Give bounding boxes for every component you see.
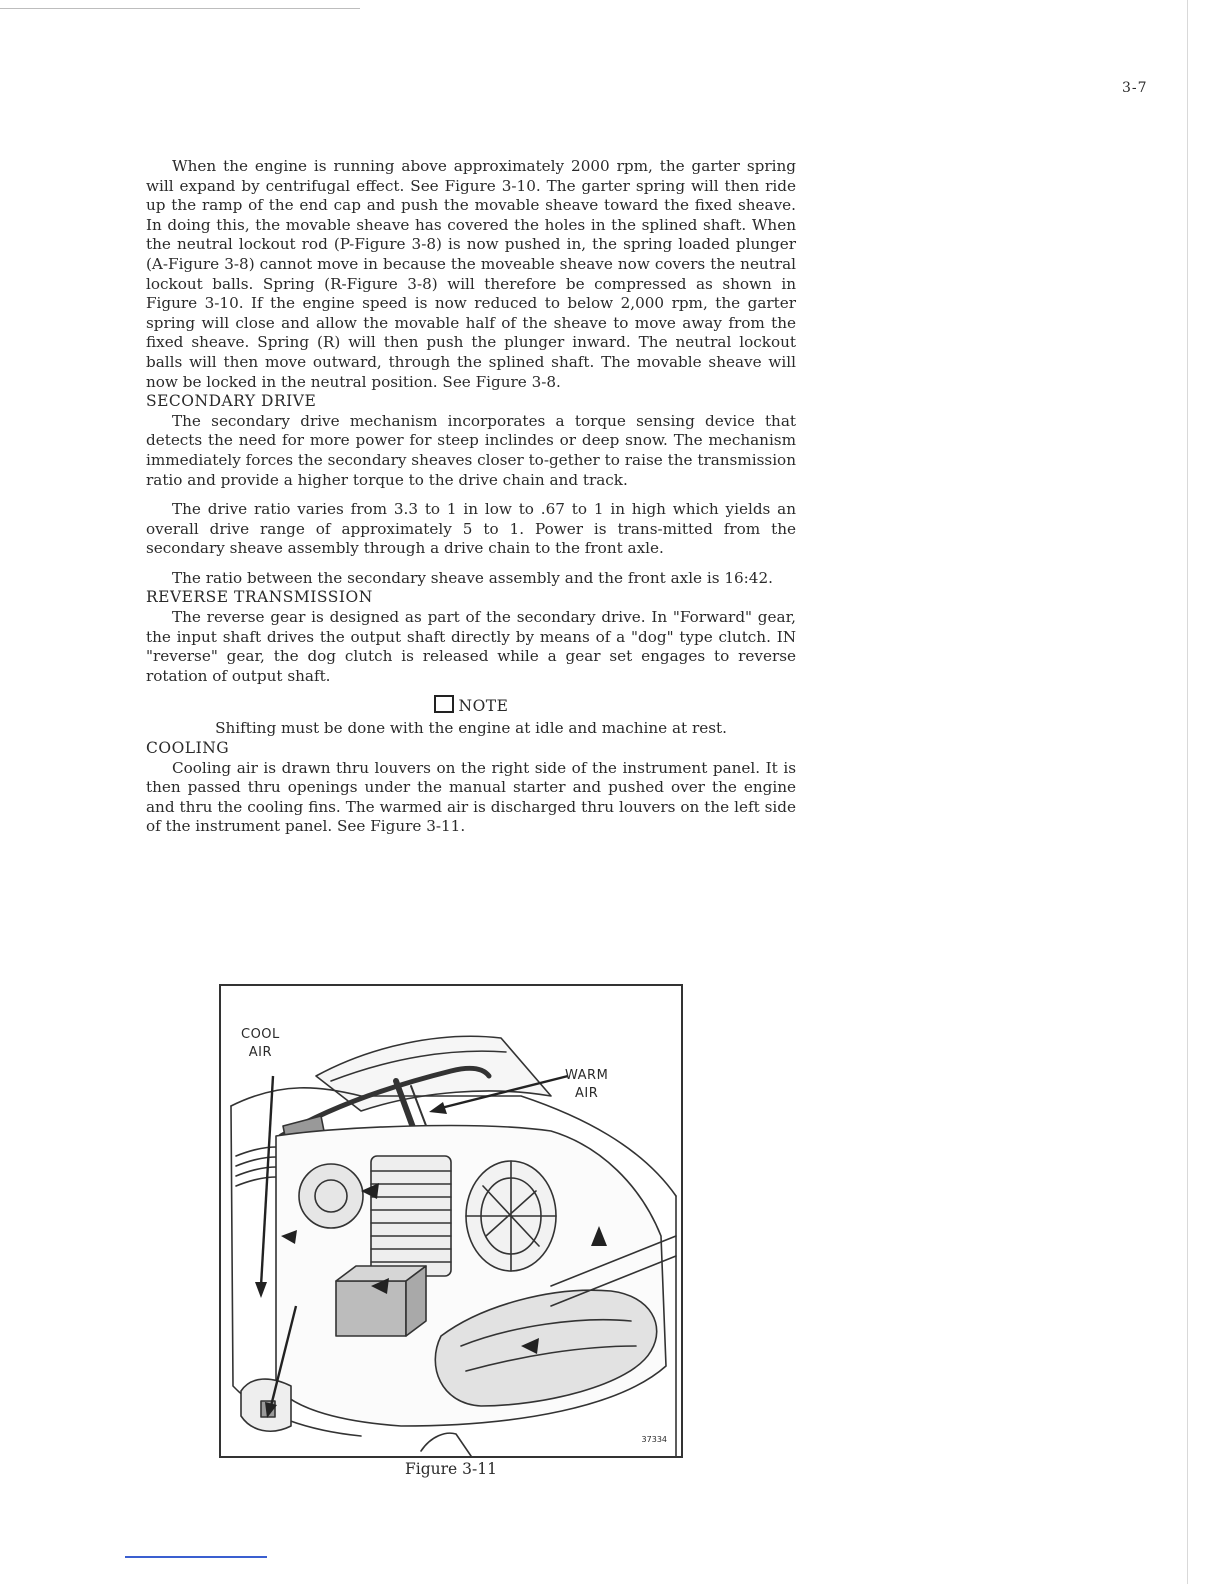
figure-3-11 xyxy=(219,984,683,1458)
note-label: NOTE xyxy=(458,697,509,716)
paragraph-garter-spring: When the engine is running above approximately 2000 rpm, the garter spring will expand by centrifugal effect. See Figure 3-10. The garter spring will then ride up the ramp of the end cap and push the movable sheave toward the fixed sheave. In doing this, the movable sheave has covered the holes in the splined shaft. When the neutral lockout rod (P-Figure 3-8) is now pushed in, the spring loaded plunger (A-Figure 3-8) cannot move in because the moveable sheave now covers the neutral lockout balls. Spring (R-Figure 3-8) will therefore be compressed as shown in Figure 3-10. If the engine speed is now reduced to below 2,000 rpm, the garter spring will close and allow the movable half of the sheave to move away from the fixed sheave. Spring (R) will then push the plunger inward. The neutral lockout balls will then move outward, through the splined shaft. The movable sheave will now be locked in the neutral position. See Figure 3-8. xyxy=(146,157,796,391)
top-scan-rule xyxy=(0,8,360,9)
bottom-scan-rule xyxy=(125,1556,267,1558)
heading-reverse-transmission: REVERSE TRANSMISSION xyxy=(146,588,373,607)
paragraph-secondary-drive-3: The ratio between the secondary sheave assembly and the front axle is 16:42. xyxy=(172,568,773,587)
paragraph-cooling: Cooling air is drawn thru louvers on the right side of the instrument panel. It is then passed thru openings under the manual starter and pushed over the engine and thru the cooling fins. The warmed air is discharged thru louvers on the left side of the instrument panel. See Figure 3-11. xyxy=(146,758,796,836)
heading-secondary-drive: SECONDARY DRIVE xyxy=(146,392,317,411)
warm-air-label: WARM AIR xyxy=(565,1068,609,1101)
page-number: 3-7 xyxy=(1122,80,1148,96)
right-scan-rule xyxy=(1187,0,1188,1584)
text-column xyxy=(146,157,796,837)
paragraph-reverse-transmission: The reverse gear is designed as part of the secondary drive. In "Forward" gear, the input shaft drives the output shaft directly by means of a "dog" type clutch. IN "reverse" gear, the dog clutch is released while a gear set engages to reverse rotation of output shaft. xyxy=(146,608,796,685)
paragraph-secondary-drive-2: The drive ratio varies from 3.3 to 1 in low to .67 to 1 in high which yields an overall drive range of approximately 5 to 1. Power is trans-mitted from the secondary sheave assembly through a drive chain to the front axle. xyxy=(146,500,796,558)
cool-air-label: COOL AIR xyxy=(241,1027,280,1060)
note-box-icon xyxy=(434,695,454,713)
note-text: Shifting must be done with the engine at idle and machine at rest. xyxy=(215,719,727,738)
note-heading xyxy=(146,695,796,717)
snowmobile-cooling-illustration xyxy=(221,986,681,1456)
heading-cooling: COOLING xyxy=(146,739,230,758)
paragraph-secondary-drive-1: The secondary drive mechanism incorporates a torque sensing device that detects the need for more power for steep inclindes or deep snow. The mechanism immediately forces the secondary sheaves closer to-gether to raise the transmission ratio and provide a higher torque to the drive chain and track. xyxy=(146,411,796,489)
figure-caption: Figure 3-11 xyxy=(405,1460,497,1478)
figure-code: 37334 xyxy=(641,1435,667,1444)
